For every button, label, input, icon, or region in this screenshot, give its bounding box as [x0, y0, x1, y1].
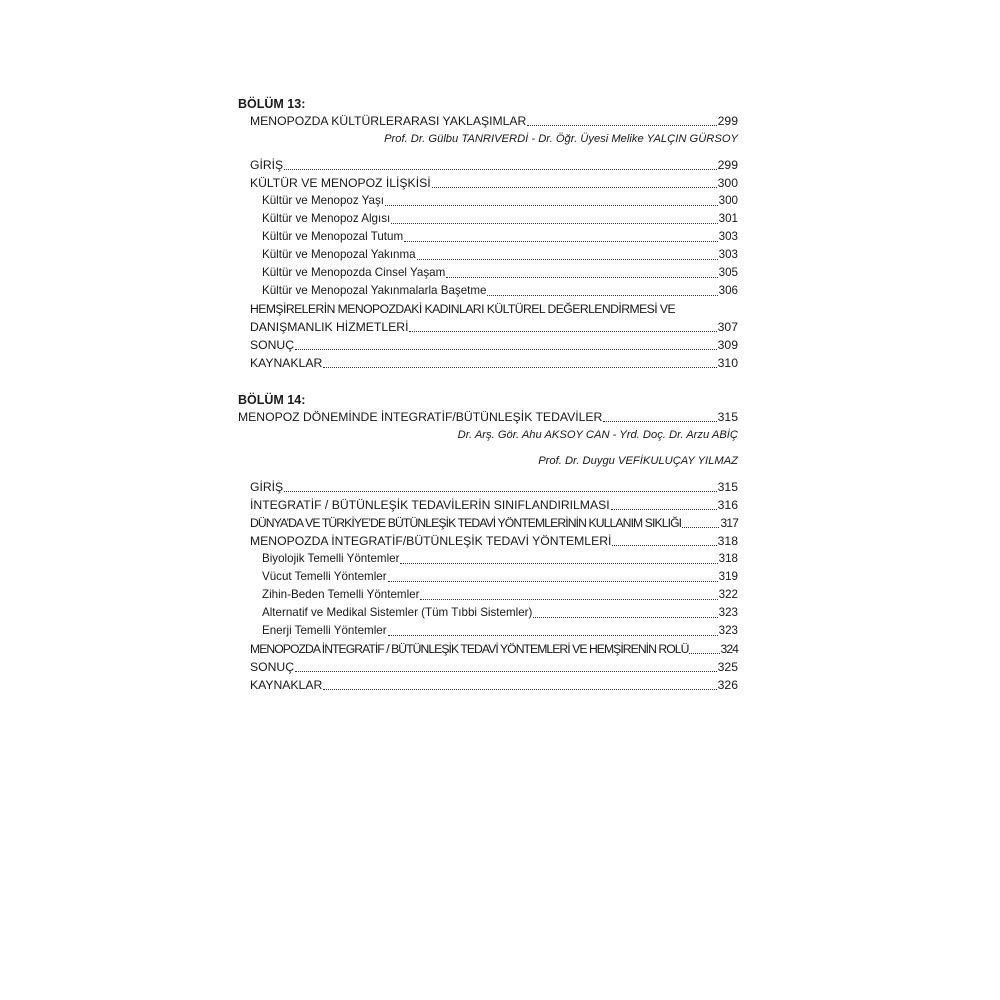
- leader-dots: [388, 580, 718, 582]
- toc-subentry: Kültür ve Menopozda Cinsel Yaşam 305: [262, 266, 738, 279]
- chapter-title: MENOPOZDA KÜLTÜRLERARASI YAKLAŞIMLAR 299: [250, 114, 738, 128]
- toc-subentry: Vücut Temelli Yöntemler 319: [262, 570, 738, 583]
- toc-subentry: Alternatif ve Medikal Sistemler (Tüm Tıbbi Sistemler) 323: [262, 606, 738, 619]
- chapter-authors: Prof. Dr. Duygu VEFİKULUÇAY YILMAZ: [538, 455, 738, 467]
- leader-dots: [391, 222, 717, 224]
- toc-entry: DÜNYA’DA VE TÜRKİYE’DE BÜTÜNLEŞİK TEDAVİ YÖNTEMLERİNİN KULLANIM SIKLIĞI 317: [250, 516, 738, 530]
- toc-subentry: Kültür ve Menopozal Yakınmalarla Başetme 306: [262, 284, 738, 297]
- toc-entry: GİRİŞ 315: [250, 480, 738, 494]
- leader-dots: [612, 544, 716, 546]
- leader-dots: [284, 168, 716, 170]
- toc-entry: KÜLTÜR VE MENOPOZ İLİŞKİSİ 300: [250, 176, 738, 190]
- toc-subentry: Kültür ve Menopozal Yakınma 303: [262, 248, 738, 261]
- chapter-label: BÖLÜM 13:: [238, 97, 306, 111]
- leader-dots: [323, 366, 716, 368]
- toc-entry: SONUÇ 309: [250, 338, 738, 352]
- toc-subentry: Kültür ve Menopozal Tutum 303: [262, 230, 738, 243]
- toc-subentry: Biyolojik Temelli Yöntemler 318: [262, 552, 738, 565]
- page-number: 315: [717, 410, 738, 424]
- leader-dots: [400, 562, 717, 564]
- leader-dots: [689, 652, 719, 654]
- leader-dots: [446, 276, 717, 278]
- leader-dots: [385, 204, 718, 206]
- chapter-label: BÖLÜM 14:: [238, 393, 306, 407]
- toc-subentry: Enerji Temelli Yöntemler 323: [262, 624, 738, 637]
- leader-dots: [295, 670, 717, 672]
- toc-subentry: Kültür ve Menopoz Algısı 301: [262, 212, 738, 225]
- chapter-authors: Prof. Dr. Gülbu TANRIVERDİ - Dr. Öğr. Üyesi Melike YALÇIN GÜRSOY: [384, 133, 738, 145]
- leader-dots: [323, 688, 716, 690]
- toc-subentry: Kültür ve Menopoz Yaşı 300: [262, 194, 738, 207]
- leader-dots: [682, 526, 719, 528]
- leader-dots: [295, 348, 717, 350]
- toc-entry: KAYNAKLAR 310: [250, 356, 738, 370]
- leader-dots: [603, 420, 716, 422]
- leader-dots: [487, 294, 717, 296]
- toc-entry: KAYNAKLAR 326: [250, 678, 738, 692]
- leader-dots: [284, 490, 716, 492]
- toc-entry: MENOPOZDA İNTEGRATİF/BÜTÜNLEŞİK TEDAVİ YÖNTEMLERİ 318: [250, 534, 738, 548]
- toc-subentry: Zihin-Beden Temelli Yöntemler 322: [262, 588, 738, 601]
- toc-entry-multiline: HEMŞİRELERİN MENOPOZDAKİ KADINLARI KÜLTÜREL DEĞERLENDİRMESİ VE DANIŞMANLIK HİZMETLERİ 307: [250, 302, 738, 334]
- toc-entry: SONUÇ 325: [250, 660, 738, 674]
- leader-dots: [420, 598, 717, 600]
- leader-dots: [404, 240, 718, 242]
- chapter-authors: Dr. Arş. Gör. Ahu AKSOY CAN - Yrd. Doç. Dr. Arzu ABİÇ: [457, 429, 738, 441]
- chapter-title: MENOPOZ DÖNEMİNDE İNTEGRATİF/BÜTÜNLEŞİK TEDAVİLER 315: [238, 410, 738, 424]
- toc-entry: GİRİŞ 299: [250, 158, 738, 172]
- leader-dots: [533, 616, 717, 618]
- leader-dots: [388, 634, 718, 636]
- leader-dots: [527, 124, 716, 126]
- leader-dots: [417, 258, 718, 260]
- toc-entry: İNTEGRATİF / BÜTÜNLEŞİK TEDAVİLERİN SINIFLANDIRILMASI 316: [250, 498, 738, 512]
- leader-dots: [409, 330, 716, 332]
- chapter-13: [238, 96, 738, 372]
- chapter-14: [238, 392, 738, 694]
- leader-dots: [611, 508, 717, 510]
- table-of-contents: [238, 96, 738, 714]
- leader-dots: [432, 186, 717, 188]
- toc-entry: MENOPOZDA İNTEGRATİF / BÜTÜNLEŞİK TEDAVİ YÖNTEMLERİ VE HEMŞİRENİN ROLÜ 324: [250, 642, 738, 656]
- page-number: 299: [717, 114, 738, 128]
